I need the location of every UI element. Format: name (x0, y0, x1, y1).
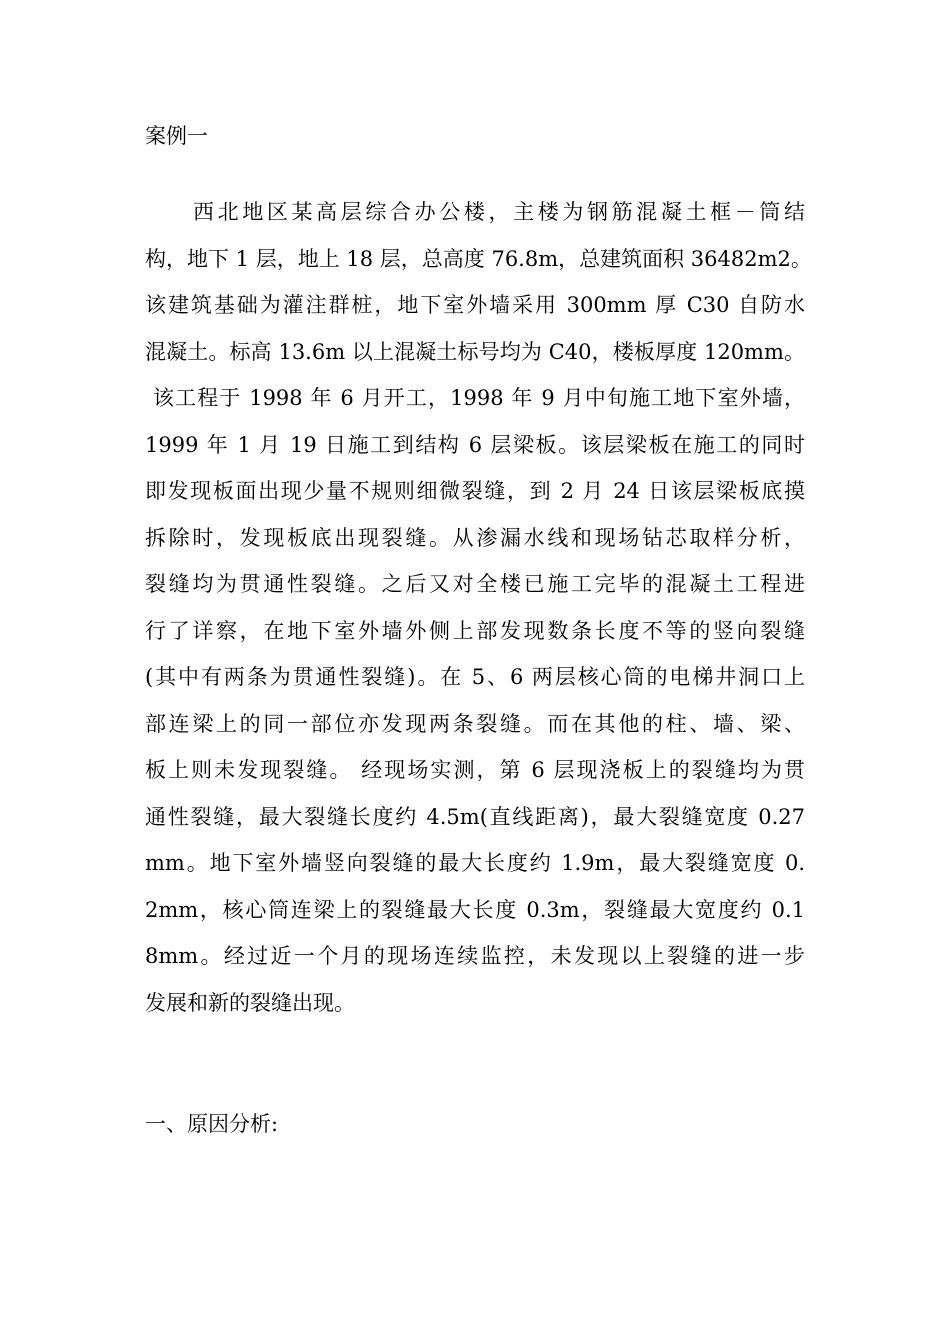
paragraph-line: 行了详察，在地下室外墙外侧上部发现数条长度不等的竖向裂缝 (145, 618, 805, 643)
paragraph-line: 发展和新的裂缝出现。 (145, 990, 355, 1015)
paragraph-line: (其中有两条为贯通性裂缝)。在 5、6 两层核心筒的电梯井洞口上 (145, 665, 805, 689)
paragraph-line: mm。地下室外墙竖向裂缝的最大长度约 1.9m，最大裂缝宽度 0. (145, 851, 805, 875)
paragraph-line: 裂缝均为贯通性裂缝。之后又对全楼已施工完毕的混凝土工程进 (145, 572, 805, 596)
paragraph-line: 部连梁上的同一部位亦发现两条裂缝。而在其他的柱、墙、梁、 (145, 711, 805, 736)
paragraph-line: 1999 年 1 月 19 日施工到结构 6 层梁板。该层梁板在施工的同时 (145, 432, 805, 457)
paragraph-line: 混凝土。标高 13.6m 以上混凝土标号均为 C40，楼板厚度 120mm。 (145, 339, 805, 364)
section-heading-cause-analysis: 一、原因分析: (145, 1112, 279, 1136)
paragraph-line: 该工程于 1998 年 6 月开工，1998 年 9 月中旬施工地下室外墙， (145, 386, 805, 410)
paragraph-line: 西北地区某高层综合办公楼，主楼为钢筋混凝土框－筒结 (193, 200, 805, 224)
paragraph-line: 拆除时，发现板底出现裂缝。从渗漏水线和现场钻芯取样分析， (145, 525, 805, 550)
paragraph-line: 8mm。经过近一个月的现场连续监控，未发现以上裂缝的进一步 (145, 944, 805, 968)
paragraph-line: 构，地下 1 层，地上 18 层，总高度 76.8m，总建筑面积 36482m2。 (145, 246, 812, 271)
paragraph-line: 通性裂缝，最大裂缝长度约 4.5m(直线距离)，最大裂缝宽度 0.27 (145, 804, 805, 829)
paragraph-line: 该建筑基础为灌注群桩，地下室外墙采用 300mm 厚 C30 自防水 (145, 293, 805, 317)
paragraph-line: 板上则未发现裂缝。 经现场实测，第 6 层现浇板上的裂缝均为贯 (145, 758, 805, 782)
case-description (145, 189, 812, 1026)
case-heading: 案例一 (145, 124, 208, 148)
paragraph-line: 2mm，核心筒连梁上的裂缝最大长度 0.3m，裂缝最大宽度约 0.1 (145, 897, 805, 922)
paragraph-line: 即发现板面出现少量不规则细微裂缝，到 2 月 24 日该层梁板底摸 (145, 479, 805, 503)
